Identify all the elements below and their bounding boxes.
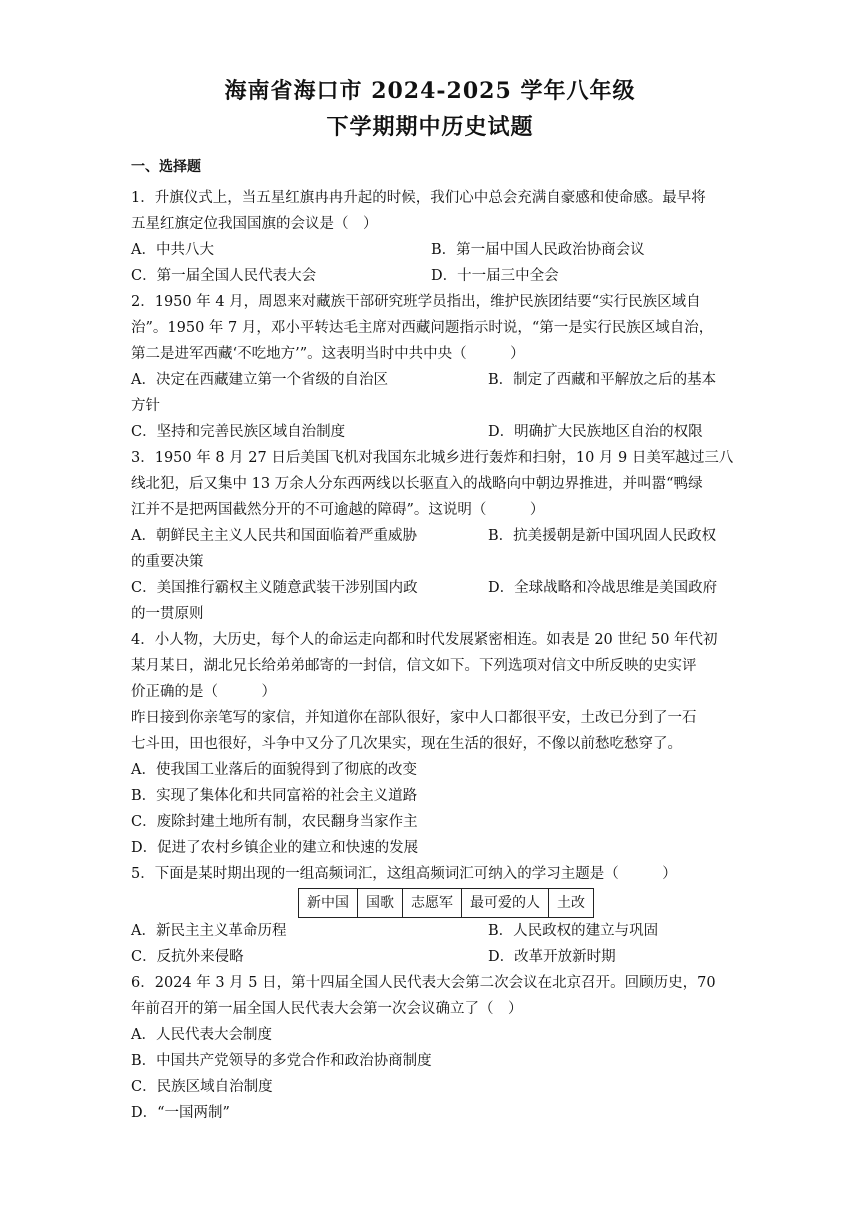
- option-d: D．十一届三中全会: [431, 268, 559, 284]
- vocab-cell: 最可爱的人: [462, 889, 549, 918]
- option-c: C．坚持和完善民族区域自治制度: [131, 424, 346, 440]
- exam-title-line2: 下学期期中历史试题: [326, 114, 534, 140]
- option-c: C．民族区域自治制度: [131, 1079, 273, 1095]
- vocab-cell: 土改: [549, 889, 594, 918]
- question-stem-line: 某月某日，湖北兄长给弟弟邮寄的一封信，信文如下。下列选项对信文中所反映的史实评: [131, 658, 697, 674]
- vocab-cell: 新中国: [299, 889, 358, 918]
- question-stem-line: 价正确的是（ ）: [131, 684, 276, 700]
- question-3: [131, 445, 734, 627]
- letter-text-line: 七斗田，田也很好，斗争中又分了几次果实，现在生活的很好，不像以前愁吃愁穿了。: [131, 736, 682, 752]
- option-a: A．使我国工业落后的面貌得到了彻底的改变: [131, 762, 417, 778]
- option-d: D．全球战略和冷战思维是美国政府: [488, 580, 718, 596]
- option-b: B．抗美援朝是新中国巩固人民政权: [488, 528, 717, 544]
- question-stem-line: 3．1950 年 8 月 27 日后美国飞机对我国东北城乡进行轰炸和扫射，10 月 9 日美军越过三八: [131, 450, 734, 466]
- option-a: A．人民代表大会制度: [131, 1027, 272, 1043]
- question-stem-line: 1．升旗仪式上，当五星红旗冉冉升起的时候，我们心中总会充满自豪感和使命感。最早将: [131, 190, 706, 206]
- option-c: C．反抗外来侵略: [131, 949, 244, 965]
- option-c: C．废除封建土地所有制，农民翻身当家作主: [131, 814, 418, 830]
- question-stem-line: 5．下面是某时期出现的一组高频词汇，这组高频词汇可纳入的学习主题是（ ）: [131, 866, 677, 882]
- question-stem-line: 江并不是把两国截然分开的不可逾越的障碍”。这说明（ ）: [131, 502, 545, 518]
- exam-title-line1: 海南省海口市 2024-2025 学年八年级: [224, 78, 636, 104]
- letter-text-line: 昨日接到你亲笔写的家信，并知道你在部队很好，家中人口都很平安，土改已分到了一石: [131, 710, 697, 726]
- option-a: A．新民主主义革命历程: [131, 923, 287, 939]
- vocab-cell: 国歌: [358, 889, 403, 918]
- option-d: D．明确扩大民族地区自治的权限: [488, 424, 703, 440]
- option-b: B．实现了集体化和共同富裕的社会主义道路: [131, 788, 418, 804]
- option-b: B．人民政权的建立与巩固: [488, 923, 659, 939]
- option-a: A．朝鲜民主主义人民共和国面临着严重威胁: [131, 528, 417, 544]
- question-stem-line: 2．1950 年 4 月，周恩来对藏族干部研究班学员指出，维护民族团结要“实行民族区域自: [131, 294, 701, 310]
- option-d: D．改革开放新时期: [488, 949, 616, 965]
- option-a: A．决定在西藏建立第一个省级的自治区: [131, 372, 388, 388]
- option-b-continued: 方针: [131, 398, 160, 414]
- question-stem-line: 治”。1950 年 7 月，邓小平转达毛主席对西藏问题指示时说，“第一是实行民族区域自治，: [131, 320, 714, 336]
- question-stem-line: 五星红旗定位我国国旗的会议是（ ）: [131, 216, 378, 232]
- question-stem-line: 6．2024 年 3 月 5 日，第十四届全国人民代表大会第二次会议在北京召开。回顾历史，70: [131, 975, 716, 991]
- option-b: B．第一届中国人民政治协商会议: [431, 242, 645, 258]
- question-list: [131, 185, 734, 1126]
- question-stem-line: 年前召开的第一届全国人民代表大会第一次会议确立了（ ）: [131, 1001, 523, 1017]
- question-4: [131, 627, 731, 861]
- question-1: [131, 185, 731, 289]
- question-6: [131, 970, 731, 1126]
- option-b: B．制定了西藏和平解放之后的基本: [488, 372, 717, 388]
- option-b-continued: 的重要决策: [131, 554, 204, 570]
- option-d: D．促进了农村乡镇企业的建立和快速的发展: [131, 840, 419, 856]
- option-b: B．中国共产党领导的多党合作和政治协商制度: [131, 1053, 432, 1069]
- question-5: [131, 861, 731, 970]
- option-c: C．美国推行霸权主义随意武装干涉别国内政: [131, 580, 418, 596]
- question-stem-line: 线北犯，后又集中 13 万余人分东西两线以长驱直入的战略向中朝边界推进，并叫嚣“鸭绿: [131, 476, 703, 492]
- option-c: C．第一届全国人民代表大会: [131, 268, 317, 284]
- vocabulary-table: [298, 888, 594, 918]
- option-a: A．中共八大: [131, 242, 214, 258]
- vocab-cell: 志愿军: [403, 889, 462, 918]
- question-stem-line: 4．小人物，大历史，每个人的命运走向都和时代发展紧密相连。如表是 20 世纪 50 年代初: [131, 632, 718, 648]
- question-2: [131, 289, 731, 445]
- section-title: 一、选择题: [131, 159, 201, 175]
- question-stem-line: 第二是进军西藏‘不吃地方’”。这表明当时中共中央（ ）: [131, 346, 525, 362]
- option-d: D．“一国两制”: [131, 1105, 230, 1121]
- option-d-continued: 的一贯原则: [131, 606, 204, 622]
